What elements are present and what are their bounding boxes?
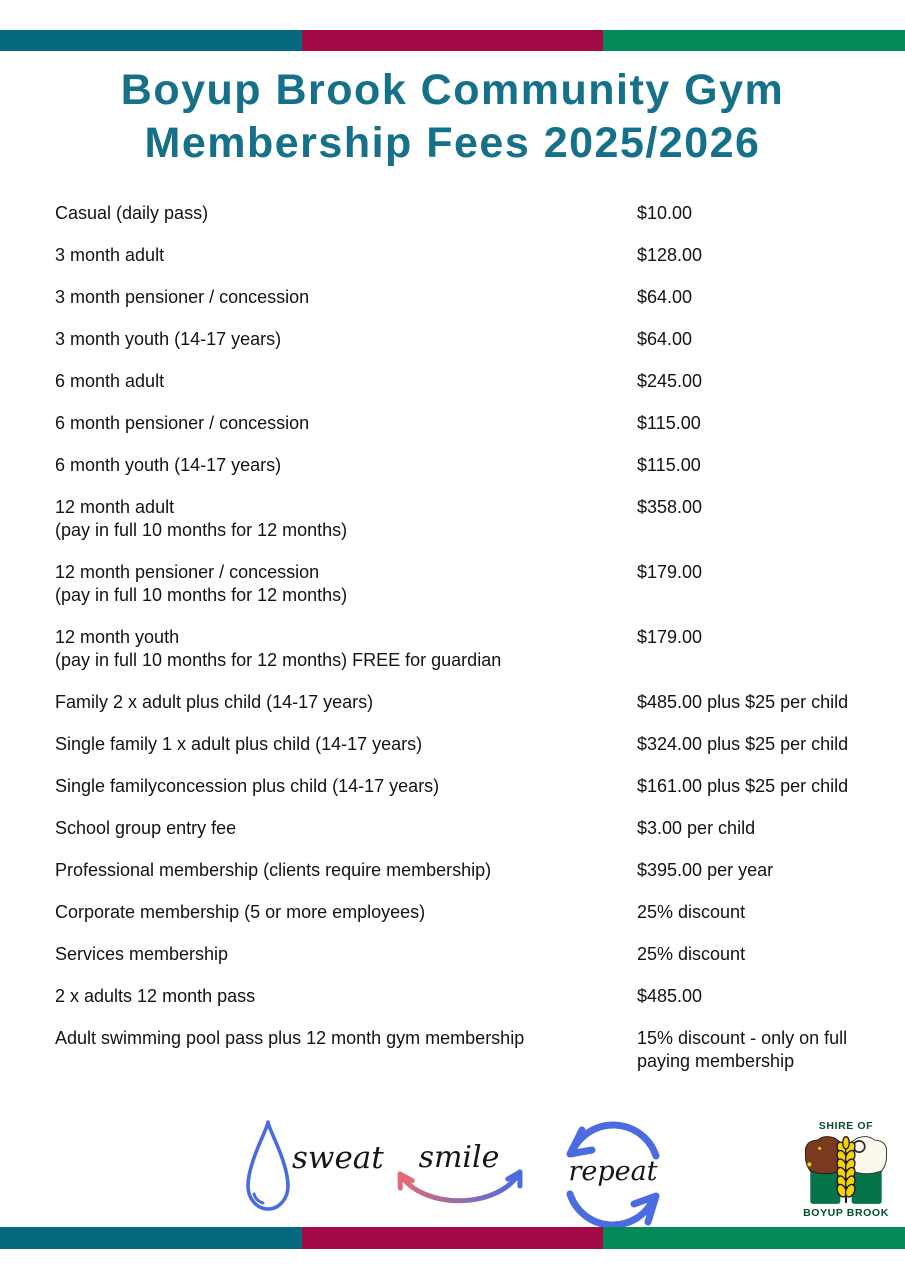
fee-price: $395.00 per year [637,860,774,880]
fee-label: 12 month youth (pay in full 10 months for 12 months) FREE for guardian [55,627,502,670]
fee-price: $485.00 [637,986,703,1006]
shire-emblem-icon [799,1133,893,1207]
fee-row [55,943,870,966]
top-bar-green-segment [603,30,905,51]
fee-price: $64.00 [637,287,693,307]
fee-row [55,901,870,924]
fee-label: Corporate membership (5 or more employees) [55,902,426,922]
fee-price: $3.00 per child [637,818,756,838]
shire-logo-bottom-text: BOYUP BROOK [803,1207,889,1219]
fee-label: 2 x adults 12 month pass [55,986,256,1006]
fee-price: $245.00 [637,371,703,391]
fee-price: $179.00 [637,627,703,647]
fee-row [55,1027,870,1073]
fee-price: 25% discount [637,902,746,922]
fee-price: $115.00 [637,413,701,433]
fee-label: Single familyconcession plus child (14-17 years) [55,776,440,796]
fee-label: 6 month pensioner / concession [55,413,310,433]
fee-label: Family 2 x adult plus child (14-17 years) [55,692,374,712]
fee-label: Single family 1 x adult plus child (14-17 years) [55,734,423,754]
top-color-bar [0,30,905,51]
fee-label: 6 month youth (14-17 years) [55,455,282,475]
sweat-label: sweat [292,1140,384,1176]
fee-row [55,370,870,393]
top-bar-teal-segment [0,30,302,51]
fee-label: Services membership [55,944,229,964]
fee-price: $358.00 [637,497,703,517]
fee-price: $161.00 plus $25 per child [637,776,849,796]
bottom-bar-teal-segment [0,1227,302,1249]
bottom-bar-green-segment [603,1227,905,1249]
fee-price: $115.00 [637,455,701,475]
smile-arrow-icon [392,1160,526,1216]
smile-label: smile [418,1140,500,1175]
fee-row [55,496,870,542]
fee-row [55,244,870,267]
fee-price: $64.00 [637,329,693,349]
fee-price: 25% discount [637,944,746,964]
fee-price: $485.00 plus $25 per child [637,692,849,712]
water-drop-icon [240,1118,296,1220]
fee-price: 15% discount - only on full paying membership [637,1028,848,1071]
fee-row [55,202,870,225]
bottom-color-bar [0,1227,905,1249]
fee-label: 3 month youth (14-17 years) [55,329,282,349]
fee-row [55,412,870,435]
shire-logo [794,1120,898,1219]
bottom-bar-crimson-segment [302,1227,604,1249]
fee-row [55,328,870,351]
fee-row [55,733,870,756]
fee-label: Adult swimming pool pass plus 12 month gym membership [55,1028,525,1048]
fee-price: $324.00 plus $25 per child [637,734,849,754]
fee-label: 12 month pensioner / concession (pay in full 10 months for 12 months) [55,562,348,605]
fee-row [55,859,870,882]
fee-row [55,985,870,1008]
fee-label: Casual (daily pass) [55,203,209,223]
fee-label: 3 month pensioner / concession [55,287,310,307]
fee-row [55,691,870,714]
top-bar-crimson-segment [302,30,604,51]
fee-label: School group entry fee [55,818,237,838]
fee-row [55,286,870,309]
fee-row [55,454,870,477]
fee-price: $128.00 [637,245,703,265]
fee-row [55,561,870,607]
fee-price: $179.00 [637,562,703,582]
fee-label: Professional membership (clients require membership) [55,860,492,880]
fee-label: 3 month adult [55,245,165,265]
shire-logo-top-text: SHIRE OF [818,1120,874,1132]
repeat-label: repeat [568,1156,658,1187]
fee-label: 6 month adult [55,371,165,391]
page-title [0,64,905,170]
fee-price: $10.00 [637,203,693,223]
page-title-line2: Membership Fees 2025/2026 [144,119,761,167]
fees-list [55,202,870,1092]
fee-row [55,626,870,672]
fee-label: 12 month adult (pay in full 10 months for 12 months) [55,497,348,540]
page-title-line1: Boyup Brook Community Gym [120,66,785,114]
fee-row [55,775,870,798]
fee-row [55,817,870,840]
